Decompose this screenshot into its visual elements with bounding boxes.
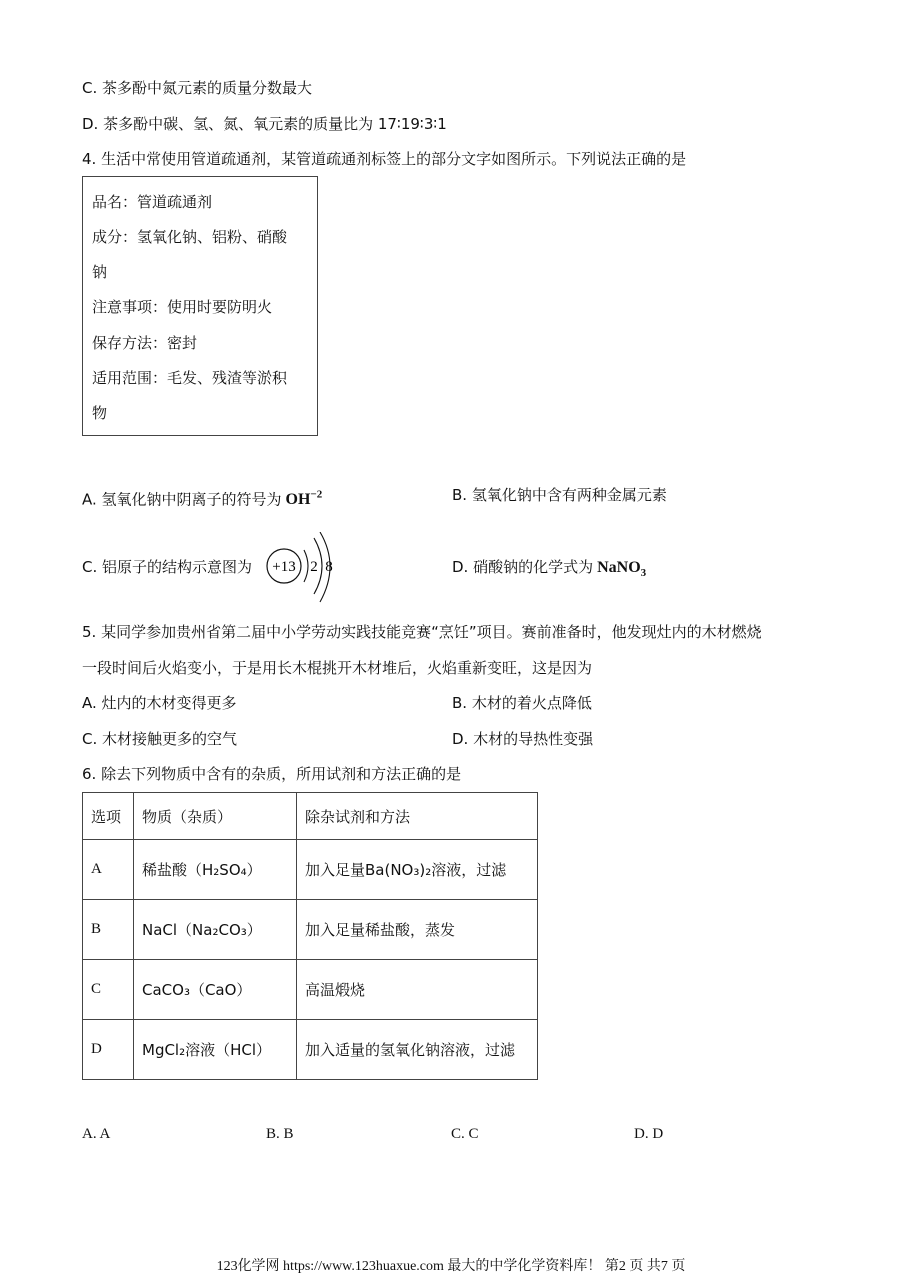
q6-options-table bbox=[82, 792, 538, 1080]
q5-option-d: D. 木材的导热性变强 bbox=[452, 730, 594, 748]
table-row bbox=[83, 1020, 538, 1080]
label-line: 适用范围：毛发、残渣等淤积 bbox=[92, 369, 288, 387]
q4-option-b: B. 氢氧化钠中含有两种金属元素 bbox=[452, 486, 667, 504]
q5-stem-line2: 一段时间后火焰变小，于是用长木棍挑开木材堆后，火焰重新变旺，这是因为 bbox=[82, 659, 593, 677]
header-substance: 物质（杂质） bbox=[134, 793, 297, 840]
q4-option-a-text: A. 氢氧化钠中阴离子的符号为 bbox=[82, 490, 282, 509]
q5-option-a: A. 灶内的木材变得更多 bbox=[82, 694, 237, 712]
aluminum-atom-diagram bbox=[264, 532, 344, 604]
label-line: 注意事项：使用时要防明火 bbox=[92, 298, 273, 316]
sodium-nitrate-formula: NaNO$_3$ bbox=[597, 559, 647, 580]
row-substance: 稀盐酸（H₂SO₄） bbox=[134, 840, 297, 900]
q6-answer-a: A. A bbox=[82, 1126, 111, 1142]
table-row bbox=[83, 840, 538, 900]
product-label-box bbox=[82, 176, 318, 436]
row-option: A bbox=[83, 840, 134, 900]
q6-answer-c: C. C bbox=[451, 1126, 479, 1142]
label-line: 保存方法：密封 bbox=[92, 334, 198, 352]
row-method: 加入适量的氢氧化钠溶液，过滤 bbox=[297, 1020, 538, 1080]
atom-shell1-label: 2 bbox=[310, 559, 318, 575]
hydroxide-formula: $OH^{-2}$ bbox=[285, 489, 323, 509]
row-option: B bbox=[83, 900, 134, 960]
row-method: 加入足量稀盐酸，蒸发 bbox=[297, 900, 538, 960]
q5-option-b: B. 木材的着火点降低 bbox=[452, 694, 592, 712]
q3-option-d: D. 茶多酚中碳、氢、氮、氧元素的质量比为 17∶19∶3∶1 bbox=[82, 115, 447, 133]
row-substance: MgCl₂溶液（HCl） bbox=[134, 1020, 297, 1080]
row-method: 加入足量Ba(NO₃)₂溶液，过滤 bbox=[297, 840, 538, 900]
q4-option-d bbox=[452, 557, 646, 583]
label-line: 物 bbox=[92, 404, 108, 422]
row-option: C bbox=[83, 960, 134, 1020]
row-method: 高温煅烧 bbox=[297, 960, 538, 1020]
row-substance: CaCO₃（CaO） bbox=[134, 960, 297, 1020]
q4-stem: 4. 生活中常使用管道疏通剂，某管道疏通剂标签上的部分文字如图所示。下列说法正确的是 bbox=[82, 150, 687, 168]
q4-option-d-text: D. 硝酸钠的化学式为 bbox=[452, 558, 594, 576]
row-option: D bbox=[83, 1020, 134, 1080]
q5-stem-line1: 5. 某同学参加贵州省第二届中小学劳动实践技能竞赛“烹饪”项目。赛前准备时，他发现灶内的木材燃烧 bbox=[82, 623, 762, 641]
label-line: 钠 bbox=[92, 263, 108, 281]
header-method: 除杂试剂和方法 bbox=[297, 793, 538, 840]
page-footer: 123化学网 https://www.123huaxue.com 最大的中学化学资料库！ 第2 页 共7 页 bbox=[216, 1259, 686, 1274]
q5-option-c: C. 木材接触更多的空气 bbox=[82, 730, 238, 748]
q3-option-c: C. 茶多酚中氮元素的质量分数最大 bbox=[82, 79, 313, 97]
table-row bbox=[83, 960, 538, 1020]
q6-stem: 6. 除去下列物质中含有的杂质，所用试剂和方法正确的是 bbox=[82, 765, 462, 783]
q4-option-c: C. 铝原子的结构示意图为 bbox=[82, 558, 253, 576]
q6-answer-d: D. D bbox=[634, 1126, 664, 1142]
q6-answer-b: B. B bbox=[266, 1126, 294, 1142]
atom-shell2-label: 8 bbox=[325, 559, 333, 575]
row-substance: NaCl（Na₂CO₃） bbox=[134, 900, 297, 960]
table-header-row bbox=[83, 793, 538, 840]
header-option: 选项 bbox=[83, 793, 134, 840]
label-line: 品名：管道疏通剂 bbox=[92, 193, 213, 211]
q4-option-a bbox=[82, 485, 322, 510]
atom-nucleus-label: +13 bbox=[272, 559, 296, 575]
label-line: 成分：氢氧化钠、铝粉、硝酸 bbox=[92, 228, 288, 246]
table-row bbox=[83, 900, 538, 960]
